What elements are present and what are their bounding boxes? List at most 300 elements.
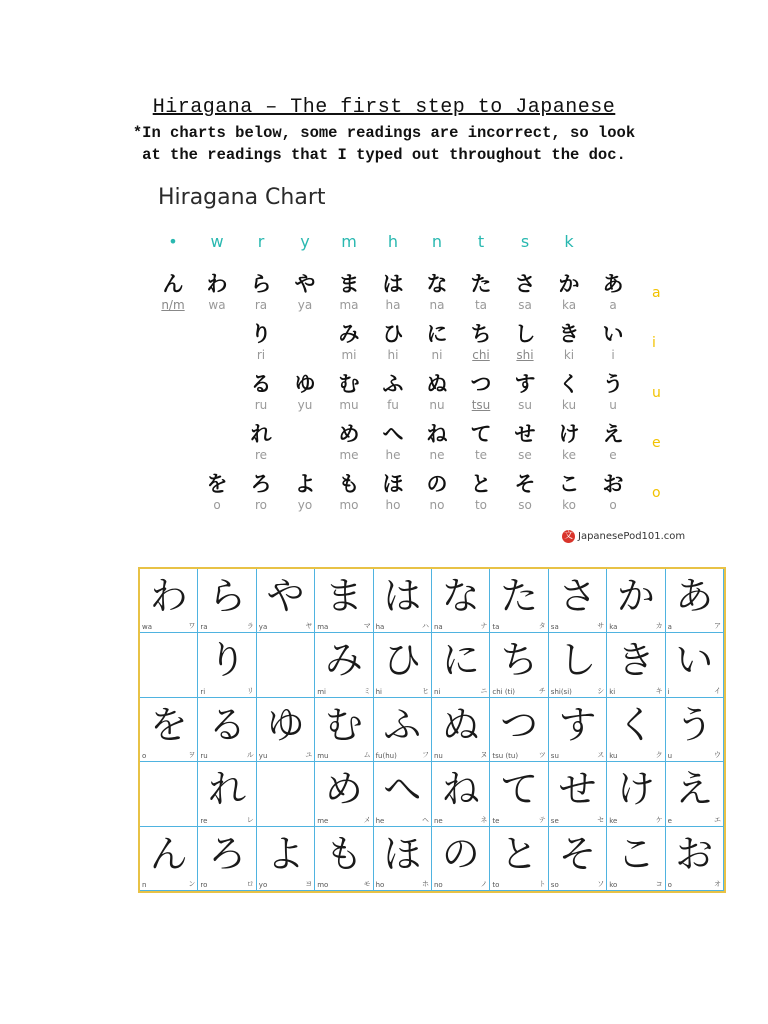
romaji-reading: sa — [550, 623, 559, 632]
hiragana-character: す — [558, 702, 597, 747]
grid-cell — [140, 827, 198, 891]
vowel-label: e — [652, 435, 661, 451]
romaji-reading: ni — [434, 687, 441, 696]
kana-character: わ — [206, 272, 228, 296]
vowel-label: o — [652, 485, 661, 501]
katakana-character: ヒ — [421, 686, 429, 695]
hiragana-character: め — [324, 767, 363, 812]
katakana-character: ル — [246, 751, 254, 760]
romaji-reading: mu — [317, 752, 329, 761]
kana-reading: yu — [297, 398, 313, 412]
katakana-character: ム — [363, 751, 371, 760]
kana-character: る — [250, 372, 272, 396]
kana-character: け — [558, 422, 580, 446]
kana-character: く — [558, 372, 580, 396]
hiragana-character: も — [324, 831, 363, 876]
grid-cell — [432, 827, 490, 891]
grid-cell — [198, 827, 256, 891]
romaji-reading: ki — [609, 687, 616, 696]
romaji-reading: wa — [142, 623, 153, 632]
kana-reading: na — [429, 298, 445, 312]
grid-cell — [549, 698, 607, 762]
kana-character: め — [338, 422, 360, 446]
kana-character: や — [294, 272, 316, 296]
hiragana-character: わ — [149, 574, 188, 618]
grid-cell — [257, 827, 315, 891]
romaji-reading: ta — [492, 623, 500, 632]
kana-reading: hi — [387, 348, 399, 362]
grid-cell — [666, 633, 724, 697]
grid-cell — [490, 633, 548, 697]
romaji-reading: o — [667, 880, 672, 889]
hiragana-character: る — [208, 702, 247, 747]
kana-character: え — [602, 422, 624, 446]
vowel-label: u — [652, 385, 661, 401]
kana-reading: re — [254, 448, 268, 462]
kana-character: な — [426, 272, 448, 296]
hiragana-character: む — [324, 702, 363, 747]
katakana-character: ケ — [655, 815, 663, 824]
hiragana-character: ほ — [383, 831, 422, 876]
logo-text: JapanesePod101.com — [578, 531, 686, 542]
romaji-reading: ya — [258, 623, 268, 632]
romaji-reading: mo — [317, 880, 329, 889]
kana-character: ぬ — [426, 372, 448, 396]
kana-reading: no — [429, 498, 445, 512]
kana-character: さ — [514, 272, 536, 296]
consonant-label: k — [564, 232, 574, 251]
consonant-label: m — [341, 232, 357, 251]
grid-cell — [490, 827, 548, 891]
kana-character: は — [382, 272, 404, 296]
grid-cell — [607, 827, 665, 891]
kana-character: あ — [602, 272, 624, 296]
katakana-character: ナ — [480, 622, 488, 631]
hiragana-character: ん — [149, 831, 188, 876]
romaji-reading: su — [550, 752, 559, 761]
romaji-reading: ha — [375, 623, 385, 632]
katakana-character: タ — [538, 622, 546, 631]
kana-reading: o — [609, 498, 617, 512]
katakana-character: サ — [597, 622, 605, 631]
hiragana-character: ひ — [383, 638, 422, 683]
kana-character: し — [514, 322, 536, 346]
kana-reading: sa — [518, 298, 532, 312]
grid-cell — [257, 569, 315, 633]
kana-reading: o — [213, 498, 221, 512]
hiragana-character: い — [675, 638, 714, 683]
kana-reading: yo — [297, 498, 313, 512]
hiragana-character: を — [149, 702, 188, 747]
kana-reading: chi — [472, 348, 490, 362]
grid-cell — [549, 762, 607, 826]
hiragana-character: ち — [500, 638, 539, 683]
kana-character: ね — [426, 422, 448, 446]
note-line-1: *In charts below, some readings are incorrect, so look — [132, 124, 636, 142]
grid-cell — [432, 569, 490, 633]
grid-cell — [374, 569, 432, 633]
grid-cell — [666, 698, 724, 762]
kana-character: り — [250, 322, 272, 346]
hiragana-character: は — [383, 574, 422, 618]
hiragana-character: れ — [208, 767, 247, 812]
romaji-reading: te — [492, 816, 500, 825]
romaji-reading: se — [550, 816, 559, 825]
grid-cell — [432, 698, 490, 762]
romaji-reading: fu(hu) — [375, 752, 397, 761]
romaji-reading: ma — [317, 623, 329, 632]
grid-cell — [140, 633, 198, 697]
katakana-character: ロ — [246, 879, 254, 888]
kana-reading: su — [518, 398, 532, 412]
grid-cell — [140, 569, 198, 633]
kana-character: ん — [162, 272, 184, 296]
hiragana-character: せ — [558, 767, 597, 812]
kana-reading: ra — [254, 298, 268, 312]
consonant-label: r — [257, 232, 265, 251]
katakana-character: ホ — [421, 879, 429, 888]
page-title: Hiragana – The first step to Japanese — [152, 96, 616, 119]
romaji-reading: nu — [434, 752, 443, 761]
katakana-character: コ — [655, 879, 663, 888]
katakana-character: マ — [363, 622, 371, 631]
katakana-character: フ — [421, 751, 429, 760]
kana-character: に — [426, 322, 448, 346]
hiragana-character: か — [616, 574, 655, 618]
katakana-character: ノ — [480, 879, 488, 888]
kana-character: れ — [250, 422, 272, 446]
hiragana-character: そ — [558, 831, 597, 876]
kana-reading: ku — [561, 398, 577, 412]
kana-reading: mo — [339, 498, 359, 512]
kana-character: み — [338, 322, 360, 346]
katakana-character: モ — [363, 879, 371, 888]
hiragana-character: よ — [266, 831, 305, 876]
katakana-character: イ — [713, 686, 721, 695]
kana-reading: ru — [254, 398, 268, 412]
vowel-label: i — [652, 335, 656, 351]
kana-character: う — [602, 372, 624, 396]
romaji-reading: a — [667, 623, 672, 632]
consonant-label: h — [387, 232, 399, 251]
romaji-reading: i — [667, 687, 670, 696]
grid-cell — [607, 633, 665, 697]
kana-reading: fu — [387, 398, 399, 412]
kana-character: へ — [382, 422, 404, 446]
grid-cell — [198, 762, 256, 826]
romaji-reading: me — [317, 816, 329, 825]
grid-cell — [315, 698, 373, 762]
kana-reading: he — [385, 448, 401, 462]
publisher-logo — [562, 530, 685, 543]
katakana-character: ウ — [713, 751, 721, 760]
consonant-label: n — [431, 232, 443, 251]
kana-character: よ — [294, 472, 316, 496]
kana-reading: ma — [339, 298, 359, 312]
hiragana-character: や — [266, 574, 305, 618]
kana-reading: ki — [563, 348, 575, 362]
kana-reading: nu — [429, 398, 445, 412]
consonant-label: • — [168, 232, 178, 251]
grid-cell — [666, 827, 724, 891]
hiragana-grid-image — [138, 567, 726, 893]
romaji-reading: yo — [258, 880, 268, 889]
grid-cell — [374, 762, 432, 826]
romaji-reading: n — [142, 880, 147, 889]
hiragana-character: ゆ — [266, 702, 305, 747]
katakana-character: ア — [713, 622, 721, 631]
hiragana-character: り — [208, 638, 247, 683]
kana-reading: ke — [562, 448, 576, 462]
grid-cell — [490, 569, 548, 633]
romaji-reading: ku — [609, 752, 618, 761]
kana-reading: e — [609, 448, 617, 462]
kana-character: ろ — [250, 472, 272, 496]
katakana-character: ミ — [363, 686, 371, 695]
katakana-character: シ — [597, 686, 605, 695]
katakana-character: ラ — [246, 622, 254, 631]
hiragana-character: さ — [558, 574, 597, 618]
kana-character: た — [470, 272, 492, 296]
grid-cell — [490, 762, 548, 826]
grid-cell — [490, 698, 548, 762]
kana-reading: ni — [431, 348, 443, 362]
kana-character: ひ — [382, 322, 404, 346]
kana-reading: ne — [429, 448, 445, 462]
consonant-label: s — [520, 232, 530, 251]
vowel-label: a — [652, 285, 661, 301]
kana-reading: ta — [474, 298, 488, 312]
katakana-character: メ — [363, 815, 371, 824]
grid-cell — [257, 633, 315, 697]
katakana-character: ニ — [480, 686, 488, 695]
kana-reading: mi — [341, 348, 357, 362]
kana-reading: tsu — [471, 398, 491, 412]
kana-character: こ — [558, 472, 580, 496]
grid-cell — [549, 569, 607, 633]
katakana-character: エ — [713, 815, 721, 824]
consonant-label: w — [210, 232, 224, 251]
kana-reading: ha — [385, 298, 401, 312]
katakana-character: レ — [246, 815, 254, 824]
hiragana-character: の — [441, 831, 480, 876]
hiragana-character: ふ — [383, 702, 422, 747]
katakana-character: ク — [655, 751, 663, 760]
kana-character: き — [558, 322, 580, 346]
kana-character: そ — [514, 472, 536, 496]
kana-reading: ro — [254, 498, 267, 512]
katakana-character: セ — [597, 815, 605, 824]
chart-title: Hiragana Chart — [158, 185, 326, 210]
kana-character: ち — [470, 322, 492, 346]
katakana-character: オ — [713, 879, 721, 888]
hiragana-character: ろ — [208, 831, 247, 876]
romaji-reading: u — [667, 752, 673, 761]
romaji-reading: ho — [375, 880, 385, 889]
hiragana-character: き — [616, 638, 655, 683]
katakana-character: ン — [188, 879, 196, 888]
grid-cell — [140, 698, 198, 762]
kana-character: か — [558, 272, 580, 296]
romaji-reading: o — [142, 752, 147, 761]
katakana-character: テ — [538, 815, 546, 824]
romaji-reading: tsu (tu) — [492, 752, 519, 761]
kana-character: す — [514, 372, 536, 396]
romaji-reading: yu — [258, 752, 268, 761]
romaji-reading: ru — [200, 752, 208, 761]
hiragana-character: ら — [208, 574, 247, 618]
romaji-reading: to — [492, 880, 500, 889]
hiragana-character: お — [675, 831, 714, 876]
note-line-2: at the readings that I typed out throughout the doc. — [142, 146, 626, 164]
grid-cell — [315, 633, 373, 697]
grid-cell — [374, 633, 432, 697]
kana-reading: n/m — [161, 298, 185, 312]
kana-reading: shi — [516, 348, 534, 362]
kana-reading: ho — [385, 498, 401, 512]
romaji-reading: chi (ti) — [492, 687, 515, 696]
katakana-character: ス — [597, 751, 605, 760]
romaji-reading: ra — [200, 623, 208, 632]
kana-reading: u — [609, 398, 617, 412]
grid-cell — [257, 762, 315, 826]
romaji-reading: ka — [609, 623, 618, 632]
logo-icon: 文 — [563, 531, 573, 541]
consonant-label: y — [300, 232, 310, 251]
kana-reading: te — [474, 448, 488, 462]
kana-character: て — [470, 422, 492, 446]
grid-cell — [198, 569, 256, 633]
hiragana-character: け — [616, 767, 655, 812]
romaji-reading: no — [434, 880, 443, 889]
grid-cell — [198, 633, 256, 697]
grid-cell — [315, 762, 373, 826]
katakana-character: チ — [538, 686, 546, 695]
romaji-reading: mi — [317, 687, 326, 696]
hiragana-character: て — [500, 767, 539, 812]
hiragana-character: つ — [500, 702, 539, 747]
katakana-character: キ — [655, 686, 663, 695]
kana-reading: a — [609, 298, 617, 312]
grid-cell — [549, 827, 607, 891]
katakana-character: ヨ — [305, 879, 313, 888]
romaji-reading: ko — [609, 880, 618, 889]
katakana-character: ヲ — [188, 751, 196, 760]
romaji-reading: ro — [200, 880, 208, 889]
hiragana-character: み — [324, 638, 363, 683]
katakana-character: ヌ — [480, 751, 488, 760]
kana-character: ら — [250, 272, 272, 296]
grid-cell — [374, 827, 432, 891]
kana-character: お — [602, 472, 624, 496]
katakana-character: ヤ — [305, 622, 313, 631]
kana-character: ふ — [382, 372, 404, 396]
grid-cell — [315, 827, 373, 891]
katakana-character: ソ — [597, 879, 605, 888]
katakana-character: ヘ — [421, 815, 429, 824]
kana-character: も — [338, 472, 360, 496]
katakana-character: ワ — [188, 622, 196, 631]
katakana-character: ユ — [305, 751, 313, 760]
kana-reading: i — [611, 348, 615, 362]
hiragana-character: ま — [324, 574, 363, 618]
romaji-reading: hi — [375, 687, 382, 696]
hiragana-character: な — [441, 574, 480, 618]
romaji-reading: shi(si) — [550, 687, 572, 696]
consonant-label: t — [477, 232, 485, 251]
grid-cell — [257, 698, 315, 762]
romaji-reading: ne — [434, 816, 443, 825]
katakana-character: ハ — [421, 622, 429, 631]
kana-reading: me — [339, 448, 359, 462]
grid-cell — [607, 762, 665, 826]
kana-character: い — [602, 322, 624, 346]
katakana-character: リ — [246, 686, 254, 695]
grid-cell — [666, 762, 724, 826]
kana-reading: se — [518, 448, 532, 462]
kana-reading: ya — [297, 298, 313, 312]
kana-character: つ — [470, 372, 492, 396]
romaji-reading: re — [200, 816, 208, 825]
grid-cell — [607, 569, 665, 633]
kana-character: ま — [338, 272, 360, 296]
kana-reading: so — [518, 498, 532, 512]
hiragana-character: う — [675, 702, 714, 747]
grid-cell — [432, 762, 490, 826]
katakana-character: ネ — [480, 815, 488, 824]
romaji-reading: ri — [200, 687, 206, 696]
kana-reading: ri — [256, 348, 266, 362]
kana-character: の — [426, 472, 448, 496]
romaji-reading: e — [667, 816, 672, 825]
hiragana-character: へ — [383, 767, 422, 812]
kana-character: せ — [514, 422, 536, 446]
hiragana-character: く — [616, 702, 655, 747]
hiragana-character: と — [500, 831, 539, 876]
kana-character: ゆ — [294, 372, 316, 396]
hiragana-character: に — [441, 638, 480, 683]
kana-character: ほ — [382, 472, 404, 496]
hiragana-character: た — [500, 574, 539, 618]
grid-cell — [140, 762, 198, 826]
page-note — [0, 122, 768, 166]
kana-reading: ko — [562, 498, 576, 512]
kana-reading: ka — [561, 298, 577, 312]
hiragana-character: ぬ — [441, 702, 480, 747]
grid-cell — [374, 698, 432, 762]
kana-reading: to — [474, 498, 488, 512]
katakana-character: カ — [655, 622, 663, 631]
grid-cell — [607, 698, 665, 762]
romaji-reading: so — [550, 880, 559, 889]
romaji-reading: na — [434, 623, 443, 632]
katakana-character: ト — [538, 879, 546, 888]
kana-character: む — [338, 372, 360, 396]
kana-reading: wa — [208, 298, 226, 312]
kana-character: を — [206, 472, 228, 496]
romaji-reading: ke — [609, 816, 618, 825]
grid-cell — [315, 569, 373, 633]
katakana-character: ツ — [538, 751, 546, 760]
grid-cell — [432, 633, 490, 697]
hiragana-character: し — [558, 638, 597, 683]
hiragana-character: ね — [441, 767, 480, 812]
grid-cell — [198, 698, 256, 762]
grid-cell — [666, 569, 724, 633]
romaji-reading: he — [375, 816, 385, 825]
kana-character: と — [470, 472, 492, 496]
hiragana-character: え — [675, 767, 714, 812]
